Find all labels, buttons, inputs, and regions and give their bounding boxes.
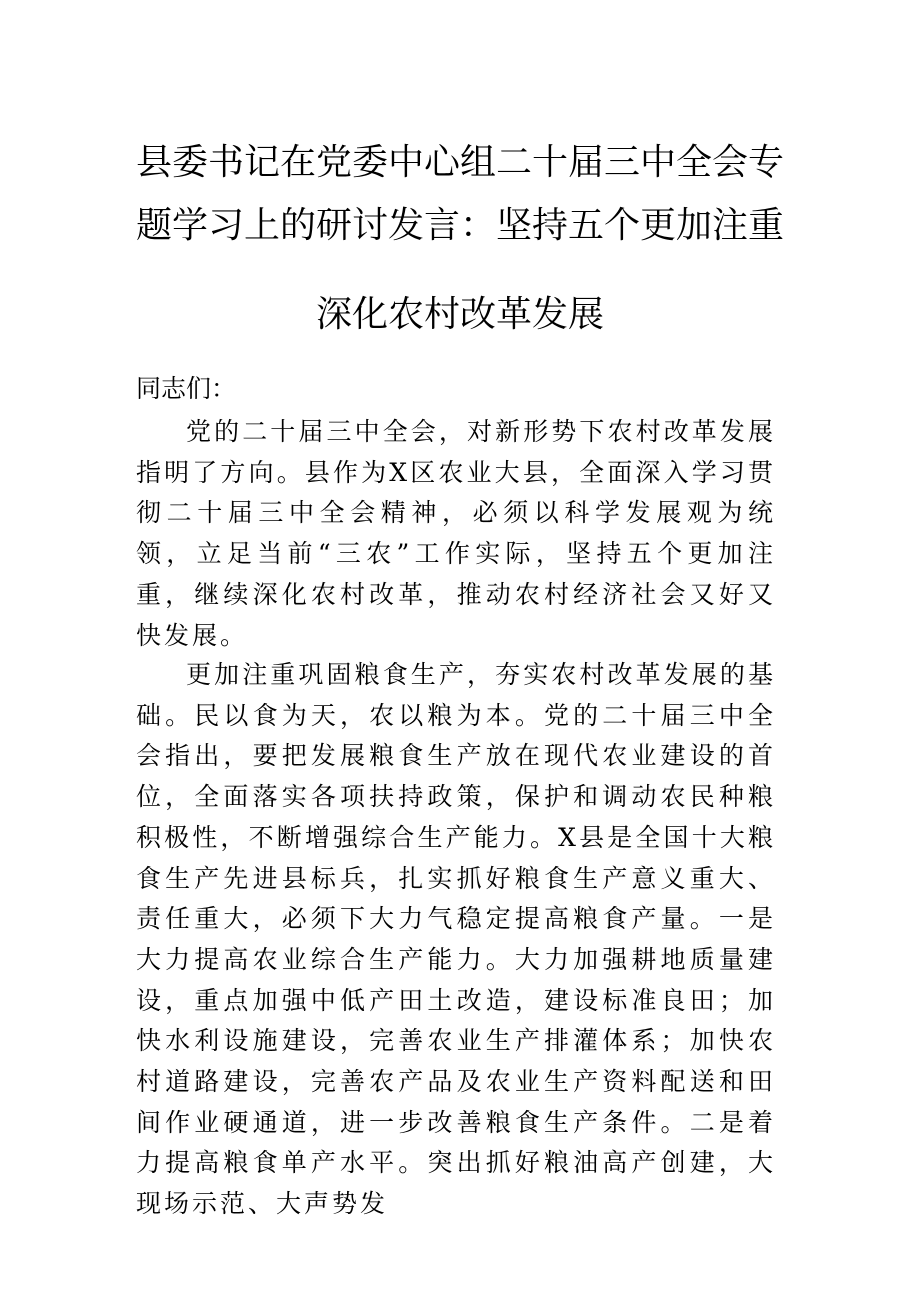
title-line-3: 深化农村改革发展 bbox=[315, 294, 604, 335]
paragraph-2: 更加注重巩固粮食生产，夯实农村改革发展的基础。民以食为天，农以粮为本。党的二十届三中全会指出，要把发展粮食生产放在现代农业建设的首位，全面落实各项扶持政策，保护和调动农民种粮积极性，不断增强综合生产能力。X县是全国十大粮食生产先进县标兵，扎实抓好粮食生产意义重大、责任重大，必须下大力气稳定提高粮食产量。一是大力提高农业综合生产能力。大力加强耕地质量建设，重点加强中低产田土改造，建设标准良田；加快水利设施建设，完善农业生产排灌体系；加快农村道路建设，完善农产品及农业生产资料配送和田间作业硬通道，进一步改善粮食生产条件。二是着力提高粮食单产水平。突出抓好粮油高产创建，大现场示范、大声势发 bbox=[136, 660, 776, 1219]
paragraph-1: 党的二十届三中全会，对新形势下农村改革发展指明了方向。县作为X区农业大县，全面深入学习贯彻二十届三中全会精神，必须以科学发展观为统领，立足当前“三农”工作实际，坚持五个更加注重，继续深化农村改革，推动农村经济社会又好又快发展。 bbox=[136, 417, 776, 650]
salutation: 同志们： bbox=[136, 374, 237, 403]
title-line-2: 题学习上的研讨发言：坚持五个更加注重 bbox=[135, 205, 784, 246]
title-line-1: 县委书记在党委中心组二十届三中全会专 bbox=[135, 142, 784, 183]
